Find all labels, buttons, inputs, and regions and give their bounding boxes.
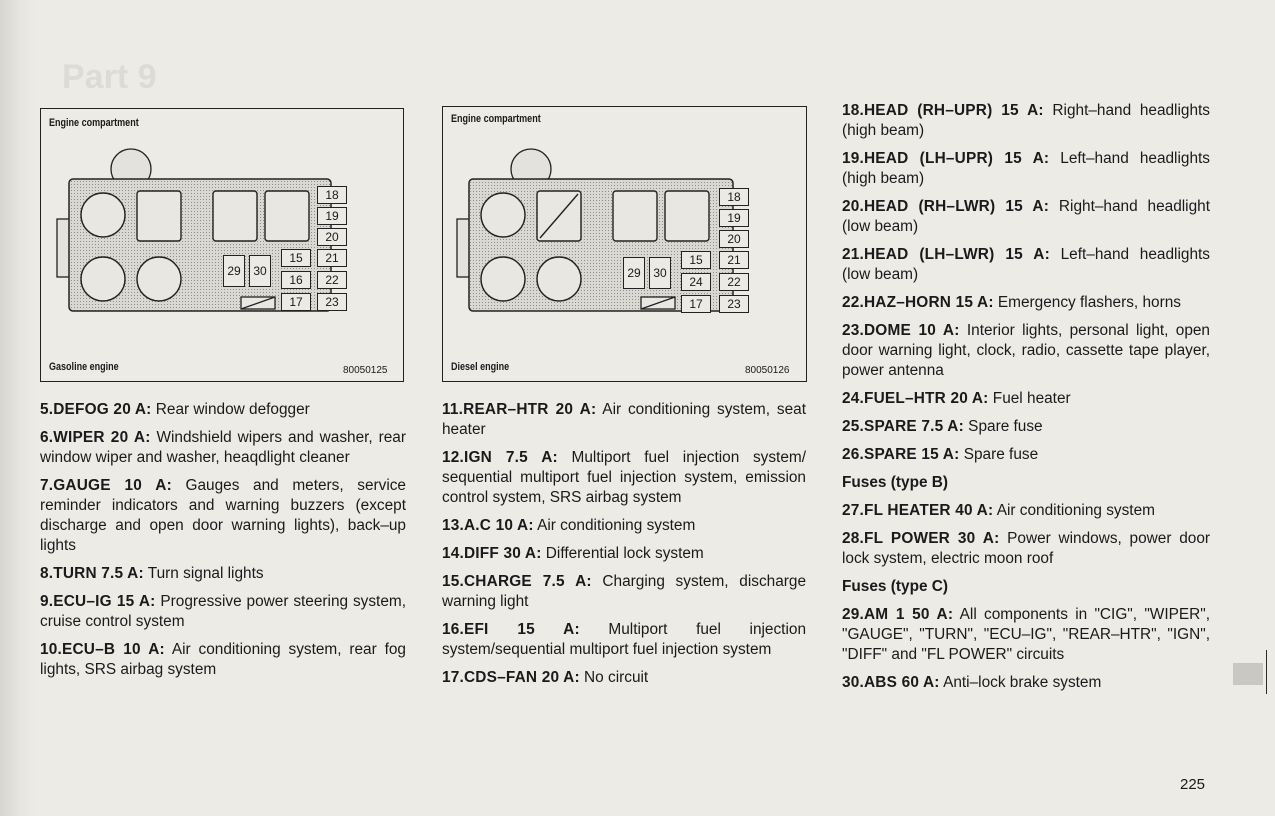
fuse-slot: 16 <box>281 271 311 289</box>
fuse-slot: 22 <box>317 271 347 289</box>
fuse-slot: 20 <box>719 230 749 248</box>
fuse-entry: 28.FL POWER 30 A: Power windows, power door lock system, electric moon roof <box>842 530 1210 567</box>
fuse-slot: 15 <box>281 249 311 267</box>
section-heading: Fuses (type B) <box>842 474 949 491</box>
fuse-entry: 25.SPARE 7.5 A: Spare fuse <box>842 418 1043 435</box>
fuse-entry: 12.IGN 7.5 A: Multiport fuel injection system/ sequential multiport fuel injection system, emission control system, SRS airbag system <box>442 449 806 506</box>
fuse-list-column-2 <box>442 400 806 696</box>
fuse-entry: 16.EFI 15 A: Multiport fuel injection system/sequential multiport fuel injection system <box>442 621 806 658</box>
fuse-29-box: 29 <box>223 255 245 287</box>
fuse-slot: 15 <box>681 251 711 269</box>
page-number: 225 <box>1180 776 1206 793</box>
fuse-29-box: 29 <box>623 257 645 289</box>
fuse-entry: 20.HEAD (RH–LWR) 15 A: Right–hand headlight (low beam) <box>842 198 1210 235</box>
fuse-entry: 15.CHARGE 7.5 A: Charging system, discharge warning light <box>442 573 806 610</box>
fuse-entry: 23.DOME 10 A: Interior lights, personal light, open door warning light, clock, radio, cassette tape player, power antenna <box>842 322 1210 379</box>
fuse-entry: 22.HAZ–HORN 15 A: Emergency flashers, horns <box>842 294 1181 311</box>
fuse-entry: 29.AM 1 50 A: All components in "CIG", "WIPER", "GAUGE", "TURN", "ECU–IG", "REAR–HTR", "IGN", "DIFF" and "FL POWER" circuits <box>842 606 1210 663</box>
fuse-slot: 23 <box>719 295 749 313</box>
fuse-entry: 11.REAR–HTR 20 A: Air conditioning system, seat heater <box>442 401 806 438</box>
fuse-30-box: 30 <box>249 255 271 287</box>
fuse-slot: 22 <box>719 273 749 291</box>
edge-tab <box>1233 663 1263 685</box>
fuse-slot: 23 <box>317 293 347 311</box>
section-heading: Fuses (type C) <box>842 578 949 595</box>
fuse-entry: 19.HEAD (LH–UPR) 15 A: Left–hand headlights (high beam) <box>842 150 1210 187</box>
fuse-slot: 18 <box>317 186 347 204</box>
fuse-entry: 30.ABS 60 A: Anti–lock brake system <box>842 674 1102 691</box>
fuse-entry: 8.TURN 7.5 A: Turn signal lights <box>40 565 264 582</box>
fuse-entry: 14.DIFF 30 A: Differential lock system <box>442 545 704 562</box>
edge-line <box>1266 650 1267 694</box>
fuse-diagram-diesel <box>442 106 807 382</box>
fuse-slot: 21 <box>317 249 347 267</box>
fuse-entry: 21.HEAD (LH–LWR) 15 A: Left–hand headlights (low beam) <box>842 246 1210 283</box>
page-gutter <box>0 0 36 816</box>
fuse-entry: 24.FUEL–HTR 20 A: Fuel heater <box>842 390 1071 407</box>
fuse-30-box: 30 <box>649 257 671 289</box>
diagram-caption: Diesel engine <box>451 361 510 373</box>
diagram-title: Engine compartment <box>451 113 541 125</box>
fuse-entry: 5.DEFOG 20 A: Rear window defogger <box>40 401 310 418</box>
fuse-list-column-1 <box>40 400 406 688</box>
fuse-box-drawing <box>41 109 403 381</box>
fuse-diagram-gasoline <box>40 108 404 382</box>
fuse-entry: 26.SPARE 15 A: Spare fuse <box>842 446 1039 463</box>
fuse-slot: 19 <box>317 207 347 225</box>
fuse-entry: 13.A.C 10 A: Air conditioning system <box>442 517 696 534</box>
fuse-entry: 27.FL HEATER 40 A: Air conditioning system <box>842 502 1155 519</box>
fuse-entry: 17.CDS–FAN 20 A: No circuit <box>442 669 649 686</box>
fuse-slot: 19 <box>719 209 749 227</box>
fuse-slot: 20 <box>317 228 347 246</box>
fuse-list-column-3 <box>842 101 1210 701</box>
fuse-entry: 7.GAUGE 10 A: Gauges and meters, service reminder indicators and warning buzzers (except discharge and open door warning lights), back–up lights <box>40 477 406 554</box>
fuse-entry: 9.ECU–IG 15 A: Progressive power steering system, cruise control system <box>40 593 406 630</box>
fuse-slot: 24 <box>681 273 711 291</box>
diagram-code: 80050125 <box>343 365 388 376</box>
bleed-through-text: Part 9 <box>62 58 157 96</box>
diagram-title: Engine compartment <box>49 117 139 129</box>
fuse-box-drawing <box>443 107 806 381</box>
fuse-slot: 21 <box>719 251 749 269</box>
fuse-slot: 17 <box>281 293 311 311</box>
fuse-entry: 10.ECU–B 10 A: Air conditioning system, rear fog lights, SRS airbag system <box>40 641 406 678</box>
fuse-slot: 17 <box>681 295 711 313</box>
fuse-slot: 18 <box>719 188 749 206</box>
fuse-entry: 6.WIPER 20 A: Windshield wipers and washer, rear window wiper and washer, heaqdlight cleaner <box>40 429 406 466</box>
diagram-code: 80050126 <box>745 365 790 376</box>
diagram-caption: Gasoline engine <box>49 361 119 373</box>
fuse-entry: 18.HEAD (RH–UPR) 15 A: Right–hand headlights (high beam) <box>842 102 1210 139</box>
